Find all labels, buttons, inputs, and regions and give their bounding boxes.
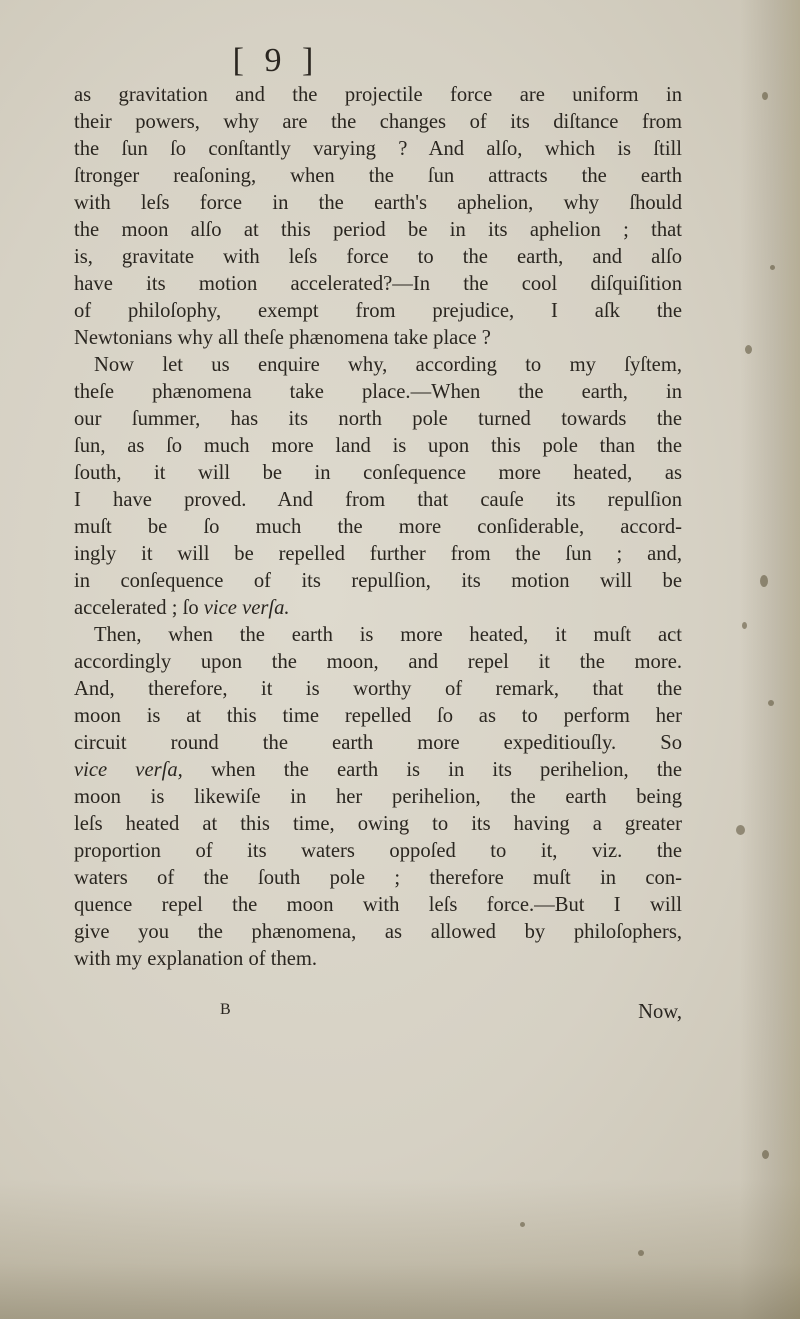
text-line: ſouth, it will be in conſequence more heated, as: [74, 462, 682, 484]
text-line: Now let us enquire why, according to my ſyſtem,: [94, 354, 682, 376]
text-line: [74, 757, 682, 784]
text-line: as gravitation and the projectile force are uniform in: [74, 84, 682, 106]
text-line: ingly it will be repelled further from the ſun ; and,: [74, 543, 682, 565]
text-line: proportion of its waters oppoſed to it, viz. the: [74, 840, 682, 862]
page-footer: [74, 1001, 682, 1031]
text-line: accordingly upon the moon, and repel it the more.: [74, 651, 682, 673]
text-line: have its motion accelerated?—In the cool diſquiſition: [74, 273, 682, 295]
text-line: in conſequence of its repulſion, its motion will be: [74, 570, 682, 592]
text-line: moon is at this time repelled ſo as to perform her: [74, 705, 682, 727]
text-segment: when the earth is in its perihelion, the: [210, 759, 682, 781]
text-line: their powers, why are the changes of its diſtance from: [74, 111, 682, 133]
text-line: quence repel the moon with leſs force.—But I will: [74, 894, 682, 916]
italic-phrase: vice verſa.: [203, 597, 290, 619]
text-segment: accelerated ; ſo: [74, 597, 199, 619]
signature-mark: B: [220, 1001, 232, 1018]
text-line: moon is likewiſe in her perihelion, the earth being: [74, 786, 682, 808]
text-line: waters of the ſouth pole ; therefore muſt in con-: [74, 867, 682, 889]
text-line: [74, 595, 682, 622]
text-line: the moon alſo at this period be in its aphelion ; that: [74, 219, 682, 241]
text-line: leſs heated at this time, owing to its having a greater: [74, 813, 682, 835]
text-line: I have proved. And from that cauſe its repulſion: [74, 489, 682, 511]
text-line: of philoſophy, exempt from prejudice, I aſk the: [74, 300, 682, 322]
text-line: is, gravitate with leſs force to the earth, and alſo: [74, 246, 682, 268]
text-line: with my explanation of them.: [74, 948, 318, 970]
catchword: Now,: [638, 1001, 682, 1023]
text-line: give you the phænomena, as allowed by philoſophers,: [74, 921, 682, 943]
text-line: muſt be ſo much the more conſiderable, accord-: [74, 516, 682, 538]
text-line: ſun, as ſo much more land is upon this pole than the: [74, 435, 682, 457]
italic-phrase: vice verſa,: [74, 759, 183, 781]
text-line: the ſun ſo conſtantly varying ? And alſo, which is ſtill: [74, 138, 682, 160]
text-line: Then, when the earth is more heated, it muſt act: [94, 624, 682, 646]
text-line: Newtonians why all theſe phænomena take place ?: [74, 327, 491, 349]
text-line: theſe phænomena take place.—When the earth, in: [74, 381, 682, 403]
page-bottom-stain: [0, 1179, 800, 1319]
text-line: ſtronger reaſoning, when the ſun attracts the earth: [74, 165, 682, 187]
page-edge-shadow: [740, 0, 800, 1319]
page-number: [ 9 ]: [232, 42, 320, 79]
body-text: [74, 82, 682, 973]
text-line: And, therefore, it is worthy of remark, that the: [74, 678, 682, 700]
text-line: circuit round the earth more expeditiouſly. So: [74, 732, 682, 754]
text-line: with leſs force in the earth's aphelion, why ſhould: [74, 192, 682, 214]
text-line: our ſummer, has its north pole turned towards the: [74, 408, 682, 430]
